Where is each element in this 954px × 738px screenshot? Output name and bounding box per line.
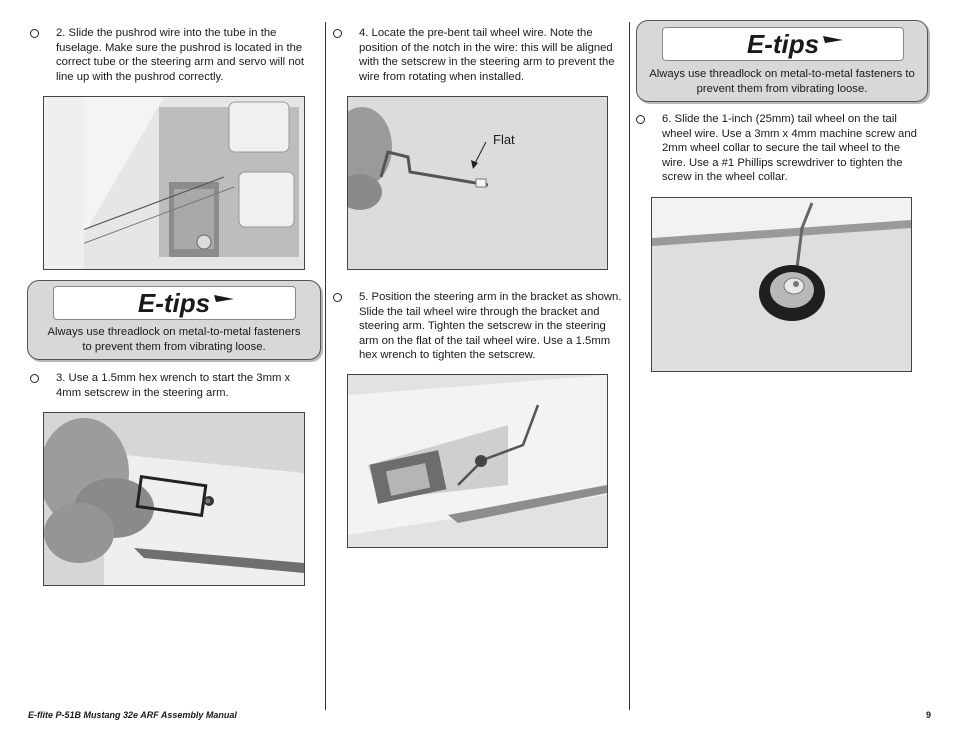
column-divider-right <box>629 22 630 710</box>
flat-callout-label: Flat <box>493 132 515 147</box>
checkbox-bullet-icon[interactable] <box>333 29 342 38</box>
photo-tail-wheel-wire <box>347 96 608 270</box>
photo-steering-arm-bracket <box>347 374 608 548</box>
etips-box-left <box>27 280 321 360</box>
step-2-text: 2. Slide the pushrod wire into the tube in the fuselage. Make sure the pushrod is located in the correct tube or the steering arm and servo will not line up with the pushrod correctly. <box>56 27 305 83</box>
footer-title: E-flite P-51B Mustang 32e ARF Assembly Manual <box>28 710 237 720</box>
photo-hex-wrench-steering-arm <box>43 412 305 586</box>
checkbox-bullet-icon[interactable] <box>30 29 39 38</box>
checkbox-bullet-icon[interactable] <box>636 115 645 124</box>
etips-logo-frame <box>662 27 904 61</box>
checkbox-bullet-icon[interactable] <box>30 374 39 383</box>
photo-tail-wheel-installed <box>651 197 912 372</box>
checkbox-bullet-icon[interactable] <box>333 293 342 302</box>
etips-note: Always use threadlock on metal-to-metal fasteners to prevent them from vibrating loose. <box>47 326 301 353</box>
step-5-text: 5. Position the steering arm in the bracket as shown. Slide the tail wheel wire through the bracket and steering arm. Tighten the setscrew in the steering arm on the flat of the tail wheel wire. Use a 1.5mm hex wrench to tighten the setscrew. <box>359 291 622 362</box>
photo-pushrod-fuselage <box>43 96 305 270</box>
etips-logo: E-tips <box>137 288 211 318</box>
step-3-text: 3. Use a 1.5mm hex wrench to start the 3mm x 4mm setscrew in the steering arm. <box>56 372 291 399</box>
etips-box-right <box>636 20 928 102</box>
etips-logo: E-tips <box>746 29 820 59</box>
page-number: 9 <box>926 710 932 720</box>
etips-note: Always use threadlock on metal-to-metal fasteners to prevent them from vibrating loose. <box>649 68 915 95</box>
step-6-text: 6. Slide the 1-inch (25mm) tail wheel on the tail wheel wire. Use a 3mm x 4mm machine screw and 2mm wheel collar to secure the tail wheel to the wire. Use a #1 Phillips screwdriver to tighten the screw in the wheel collar. <box>662 113 917 184</box>
etips-logo-frame <box>53 286 296 320</box>
step-4-text: 4. Locate the pre-bent tail wheel wire. Note the position of the notch in the wire: this will be aligned with the setscrew in the steering arm to prevent the wire from rotating when installed. <box>359 27 615 83</box>
column-divider-left <box>325 22 326 710</box>
